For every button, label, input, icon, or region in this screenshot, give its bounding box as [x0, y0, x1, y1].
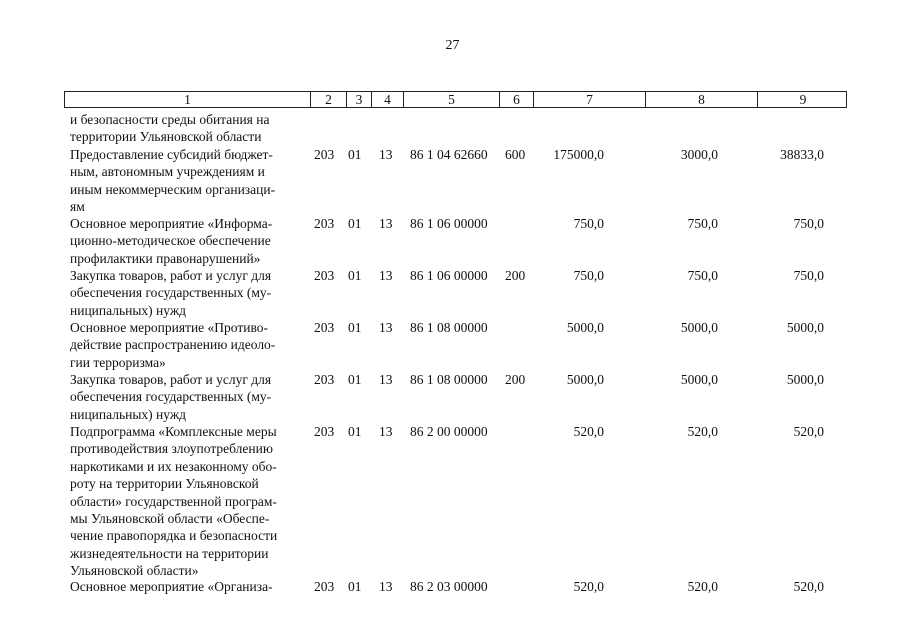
header-col-4: 4	[371, 92, 403, 107]
row-col-2: 203	[314, 147, 335, 162]
header-col-2: 2	[310, 92, 346, 107]
row-description: Основное мероприятие «Противо- действие распространению идеоло- гии терроризма»	[70, 320, 276, 370]
row-col-9: 520,0	[793, 424, 824, 439]
row-col-6: 200	[505, 268, 526, 283]
row-col-9: 750,0	[793, 268, 824, 283]
header-col-8: 8	[645, 92, 757, 107]
row-col-2: 203	[314, 216, 335, 231]
row-col-3: 01	[348, 216, 362, 231]
row-col-5: 86 2 03 00000	[410, 579, 488, 594]
row-col-9: 750,0	[793, 216, 824, 231]
row-col-6: 600	[505, 147, 526, 162]
row-col-4: 13	[379, 320, 393, 335]
row-col-9: 5000,0	[786, 372, 824, 387]
row-col-3: 01	[348, 320, 362, 335]
row-col-9: 520,0	[793, 579, 824, 594]
row-col-9: 5000,0	[786, 320, 824, 335]
row-col-2: 203	[314, 268, 335, 283]
header-col-6: 6	[499, 92, 533, 107]
row-col-4: 13	[379, 147, 393, 162]
row-description: Предоставление субсидий бюджет- ным, автономным учреждениям и иным некоммерческим организаци- ям	[70, 147, 276, 215]
page-number: 27	[445, 38, 460, 53]
row-col-7: 5000,0	[566, 320, 604, 335]
table-header	[64, 91, 847, 108]
header-col-5: 5	[403, 92, 499, 107]
row-col-3: 01	[348, 268, 362, 283]
row-col-8: 750,0	[687, 268, 718, 283]
row-col-8: 520,0	[687, 424, 718, 439]
row-col-5: 86 1 08 00000	[410, 372, 488, 387]
row-description: Основное мероприятие «Информа- ционно-методическое обеспечение профилактики правонарушений»	[70, 216, 273, 266]
row-col-2: 203	[314, 579, 335, 594]
row-col-2: 203	[314, 320, 335, 335]
row-col-8: 5000,0	[680, 320, 718, 335]
row-col-5: 86 1 06 00000	[410, 268, 488, 283]
row-col-5: 86 1 04 62660	[410, 147, 488, 162]
header-col-7: 7	[533, 92, 645, 107]
row-col-8: 520,0	[687, 579, 718, 594]
row-col-4: 13	[379, 268, 393, 283]
header-col-9: 9	[757, 92, 848, 107]
row-col-4: 13	[379, 424, 393, 439]
row-col-7: 175000,0	[553, 147, 604, 162]
row-col-5: 86 1 06 00000	[410, 216, 488, 231]
row-col-8: 3000,0	[680, 147, 718, 162]
row-col-7: 750,0	[573, 268, 604, 283]
row-col-7: 520,0	[573, 579, 604, 594]
row-col-6: 200	[505, 372, 526, 387]
row-col-3: 01	[348, 579, 362, 594]
row-col-4: 13	[379, 372, 393, 387]
header-col-3: 3	[346, 92, 371, 107]
row-col-7: 520,0	[573, 424, 604, 439]
row-col-5: 86 2 00 00000	[410, 424, 488, 439]
header-col-1: 1	[184, 92, 191, 107]
row-description: Закупка товаров, работ и услуг для обеспечения государственных (му- ниципальных) нужд	[70, 268, 272, 318]
row-col-3: 01	[348, 372, 362, 387]
row-col-4: 13	[379, 216, 393, 231]
row-col-7: 5000,0	[566, 372, 604, 387]
row-col-3: 01	[348, 424, 362, 439]
row-description: Закупка товаров, работ и услуг для обеспечения государственных (му- ниципальных) нужд	[70, 372, 272, 422]
row-col-7: 750,0	[573, 216, 604, 231]
row-col-2: 203	[314, 424, 335, 439]
row-col-9: 38833,0	[780, 147, 824, 162]
row-description: Подпрограмма «Комплексные меры противодействия злоупотреблению наркотиками и их незаконному обо- роту на территории Ульяновской области» государственной програм- мы Ульяновской области «Обеспе- чение правопорядка и безопасности жизнедеятельности на территории Ульяновской области»	[70, 424, 278, 579]
row-col-8: 750,0	[687, 216, 718, 231]
row-col-5: 86 1 08 00000	[410, 320, 488, 335]
row-col-2: 203	[314, 372, 335, 387]
row-col-8: 5000,0	[680, 372, 718, 387]
row-description: и безопасности среды обитания на территории Ульяновской области	[70, 112, 270, 145]
row-col-4: 13	[379, 579, 393, 594]
row-description: Основное мероприятие «Организа-	[70, 579, 273, 594]
row-col-3: 01	[348, 147, 362, 162]
